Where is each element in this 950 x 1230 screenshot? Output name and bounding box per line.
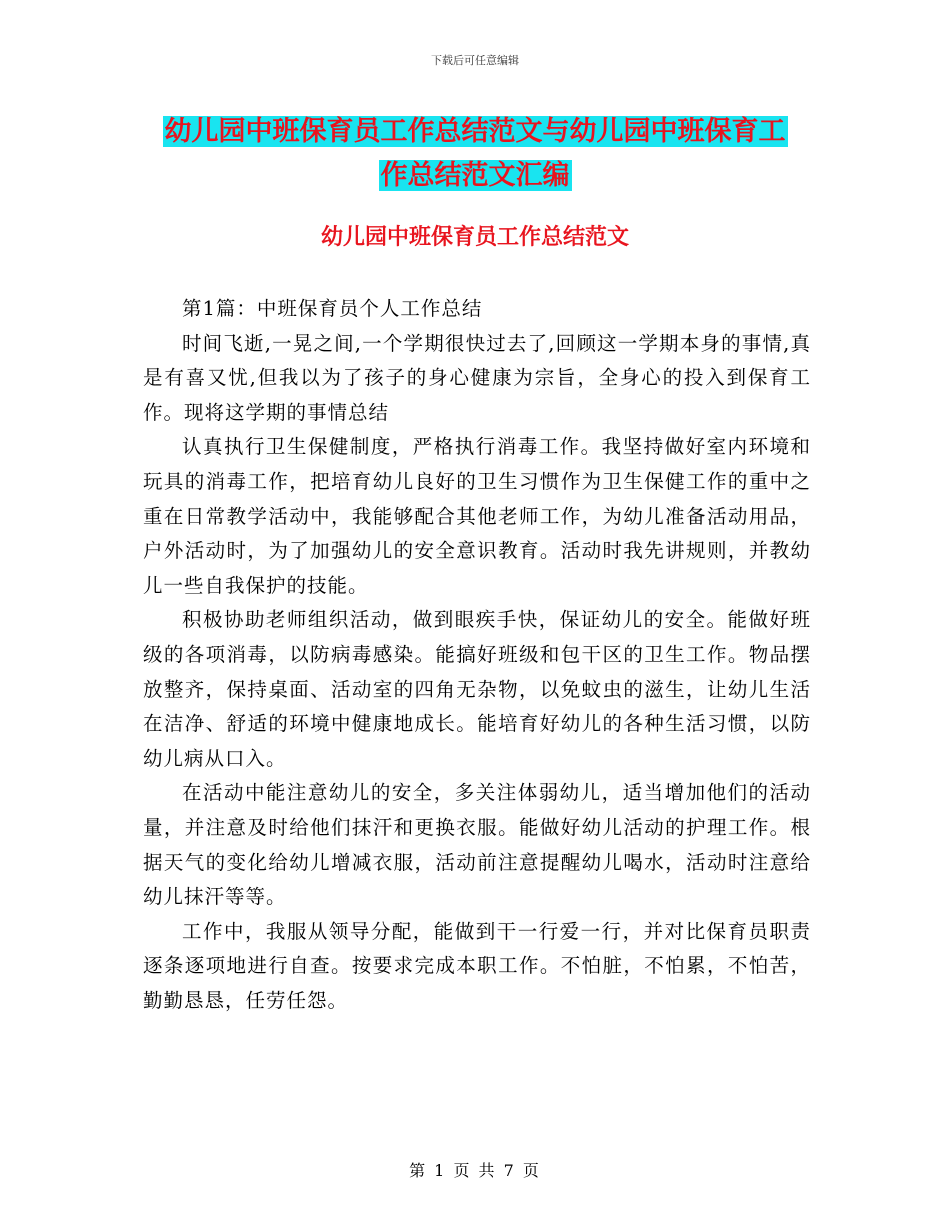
paragraph: 工作中，我服从领导分配，能做到干一行爱一行，并对比保育员职责逐条逐项地进行自查。按要求完成本职工作。不怕脏，不怕累，不怕苦，勤勤恳恳，任劳任怨。 bbox=[143, 919, 811, 1012]
paragraph: 积极协助老师组织活动，做到眼疾手快，保证幼儿的安全。能做好班级的各项消毒，以防病毒感染。能搞好班级和包干区的卫生工作。物品摆放整齐，保持桌面、活动室的四角无杂物，以免蚊虫的滋生，让幼儿生活在洁净、舒适的环境中健康地成长。能培育好幼儿的各种生活习惯，以防幼儿病从口入。 bbox=[143, 608, 811, 770]
section-title: 幼儿园中班保育员工作总结范文 bbox=[320, 225, 629, 250]
paragraph: 在活动中能注意幼儿的安全，多关注体弱幼儿，适当增加他们的活动量，并注意及时给他们抹汗和更换衣服。能做好幼儿活动的护理工作。根据天气的变化给幼儿增减衣服，活动前注意提醒幼儿喝水，活动时注意给幼儿抹汗等等。 bbox=[143, 781, 811, 909]
document-title-line-1: 幼儿园中班保育员工作总结范文与幼儿园中班保育工 bbox=[164, 116, 786, 147]
body-text bbox=[143, 292, 811, 1018]
paragraph: 时间飞逝,一晃之间,一个学期很快过去了,回顾这一学期本身的事情,真是有喜又忧,但我以为了孩子的身心健康为宗旨，全身心的投入到保育工作。现将这学期的事情总结 bbox=[143, 331, 811, 424]
document-title bbox=[140, 110, 810, 198]
article-heading: 第1篇：中班保育员个人工作总结 bbox=[182, 297, 483, 320]
page-header-note: 下载后可任意编辑 bbox=[431, 54, 519, 67]
page-number-footer: 第 1 页 共 7 页 bbox=[409, 1161, 541, 1180]
document-title-line-2: 作总结范文汇编 bbox=[380, 160, 570, 191]
paragraph: 认真执行卫生保健制度，严格执行消毒工作。我坚持做好室内环境和玩具的消毒工作，把培育幼儿良好的卫生习惯作为卫生保健工作的重中之重在日常教学活动中，我能够配合其他老师工作，为幼儿准备活动用品，户外活动时，为了加强幼儿的安全意识教育。活动时我先讲规则，并教幼儿一些自我保护的技能。 bbox=[143, 435, 811, 597]
